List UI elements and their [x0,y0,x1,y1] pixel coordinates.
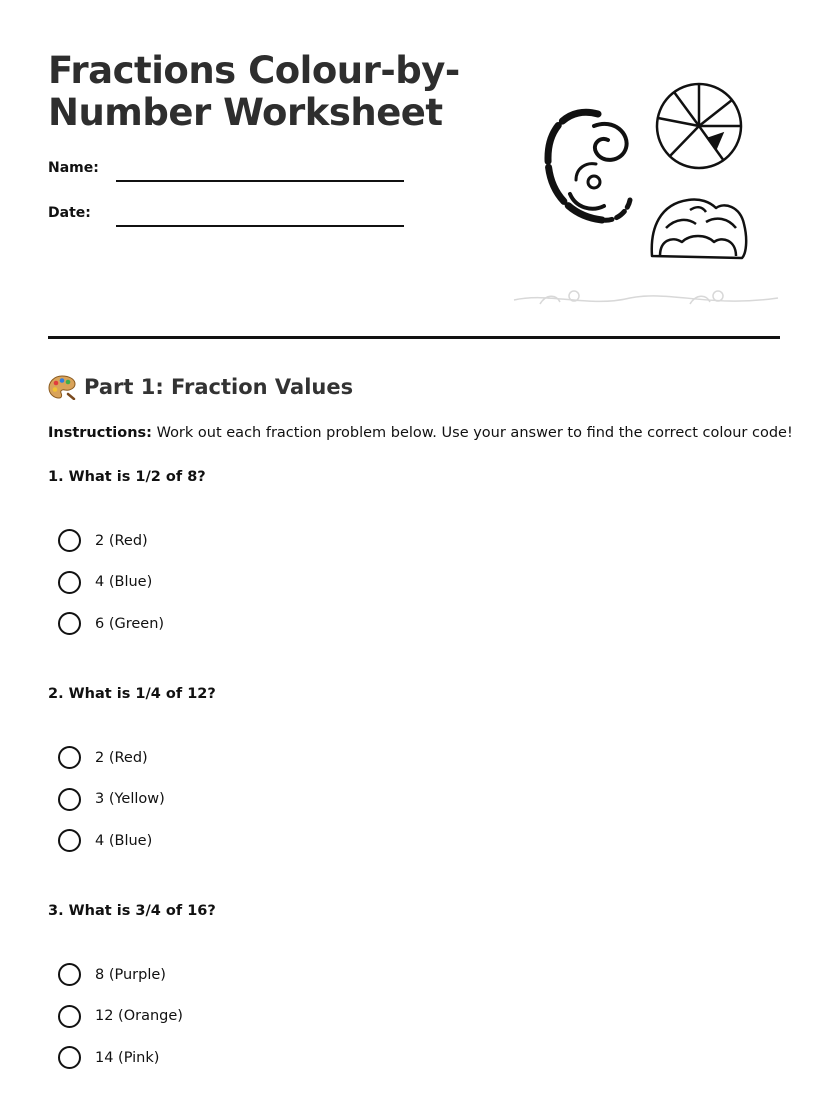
radio-button[interactable] [58,1046,81,1069]
radio-button[interactable] [58,612,81,635]
answer-label: 6 (Green) [95,615,165,632]
date-label: Date: [48,205,91,221]
worksheet-illustration [510,78,782,318]
date-write-line[interactable] [116,225,404,227]
header-divider [48,336,780,339]
ground-swirl-icon [514,291,778,304]
answer-label: 2 (Red) [95,532,148,549]
part1-heading [48,374,353,400]
radio-button[interactable] [58,829,81,852]
answer-option [58,562,164,604]
answer-option [58,779,165,821]
name-label: Name: [48,160,99,176]
part1-heading-text: Part 1: Fraction Values [84,375,354,399]
answer-label: 12 (Orange) [95,1008,183,1025]
question-text: 3. What is 3/4 of 16? [48,903,216,919]
radio-button[interactable] [58,571,81,594]
answer-label: 14 (Pink) [95,1049,160,1066]
answer-label: 2 (Red) [95,749,148,766]
instructions [48,425,793,441]
instructions-text: Work out each fraction problem below. Use your answer to find the correct colour code! [151,425,793,441]
question-text: 1. What is 1/2 of 8? [48,469,206,485]
question-2 [48,686,748,849]
radio-button[interactable] [58,963,81,986]
answer-option [58,820,165,862]
answer-option [58,954,183,996]
question-3 [48,903,748,1066]
answer-option [58,520,164,562]
radio-button[interactable] [58,788,81,811]
answer-label: 4 (Blue) [95,832,153,849]
answer-label: 3 (Yellow) [95,791,165,808]
name-field-row [48,160,408,190]
answer-option [58,603,164,645]
date-field-row [48,205,408,235]
answer-label: 8 (Purple) [95,966,166,983]
answer-option [58,737,165,779]
question-1 [48,469,748,632]
answer-options [58,520,164,645]
question-text: 2. What is 1/4 of 12? [48,686,216,702]
answer-label: 4 (Blue) [95,574,153,591]
spiral-icon [548,112,630,220]
answer-option [58,1037,183,1079]
radio-button[interactable] [58,529,81,552]
pie-chart-icon [657,84,741,168]
answer-options [58,737,165,862]
radio-button[interactable] [58,746,81,769]
mask-face-icon [652,199,746,258]
instructions-label: Instructions: [48,425,152,441]
answer-options [58,954,183,1079]
worksheet-title: Fractions Colour-by-Number Worksheet [48,49,460,134]
name-write-line[interactable] [116,180,404,182]
radio-button[interactable] [58,1005,81,1028]
palette-icon [48,374,76,400]
answer-option [58,996,183,1038]
